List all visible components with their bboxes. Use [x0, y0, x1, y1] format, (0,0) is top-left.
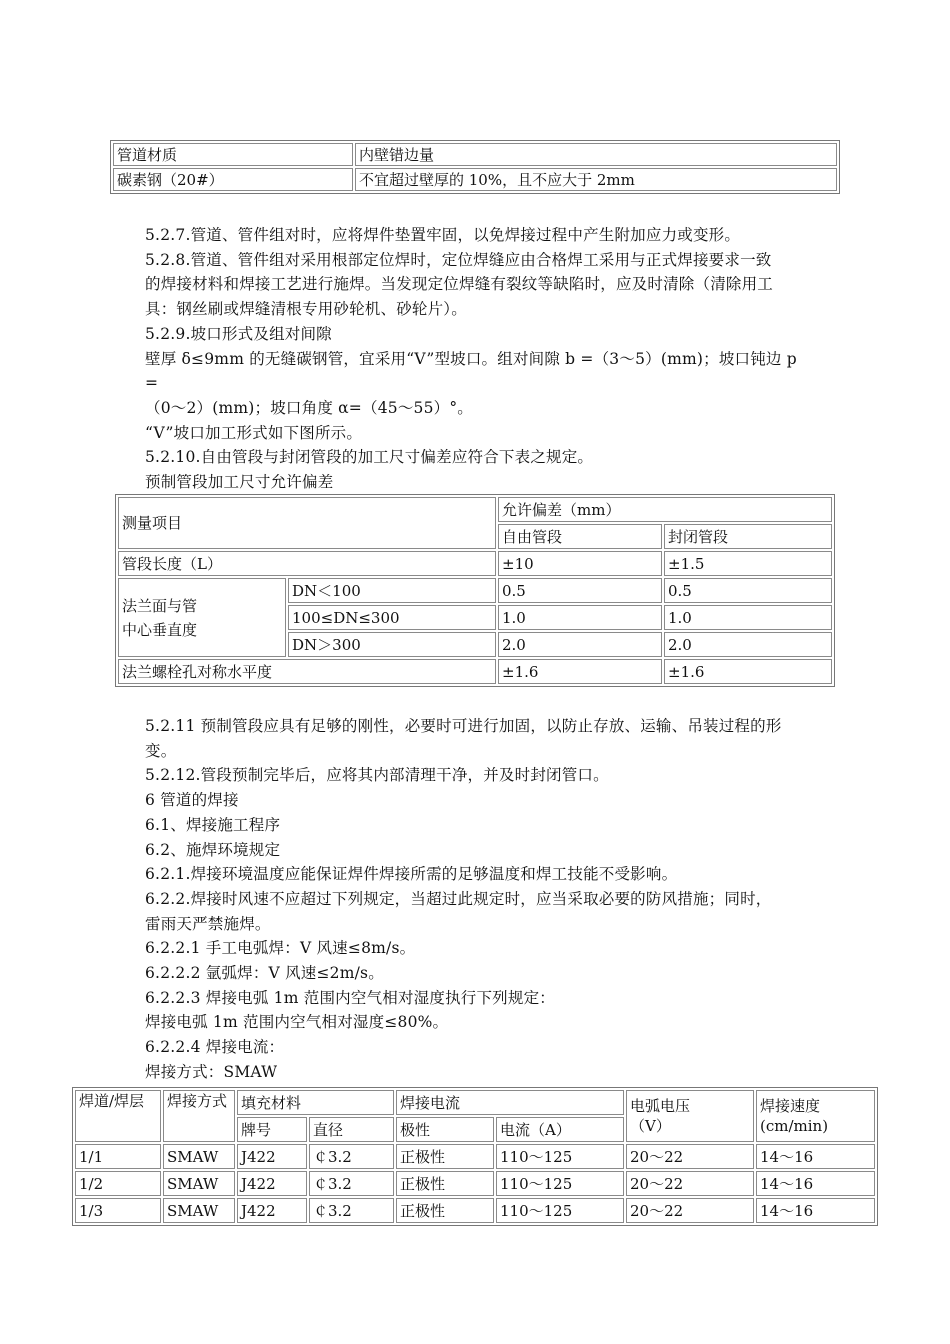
table-caption: 预制管段加工尺寸允许偏差 [145, 473, 334, 492]
paragraph-line: （0～2）(mm)；坡口角度 α=（45～55）°。 [145, 398, 473, 417]
table-cell: SMAW [163, 1144, 235, 1169]
misalignment-table [110, 140, 840, 194]
table-header-row [75, 1090, 875, 1115]
paragraph-line: 焊接电弧 1m 范围内空气相对湿度≤80%。 [145, 1013, 449, 1032]
paragraph-line: 5.2.10.自由管段与封闭管段的加工尺寸偏差应符合下表之规定。 [145, 448, 594, 467]
header-cell: 允许偏差（mm） [498, 497, 832, 522]
header-cell: 内壁错边量 [355, 143, 837, 166]
paragraph-line: 的焊接材料和焊接工艺进行施焊。当发现定位焊缝有裂纹等缺陷时，应及时清除（清除用工 [145, 275, 774, 294]
table-cell: 1/3 [75, 1198, 161, 1223]
table-cell: DN＞300 [288, 632, 496, 657]
cell-line: 法兰面与管 [122, 596, 198, 615]
table-row [118, 578, 832, 603]
paragraph-line: 5.2.9.坡口形式及组对间隙 [145, 324, 332, 343]
header-cell: 封闭管段 [664, 524, 832, 549]
header-cell: 直径 [309, 1117, 394, 1142]
paragraph-line: 6.2.2.3 焊接电弧 1m 范围内空气相对湿度执行下列规定： [145, 988, 555, 1007]
table-cell: J422 [237, 1171, 307, 1196]
paragraph-line: 具：钢丝刷或焊缝清根专用砂轮机、砂轮片）。 [145, 300, 467, 319]
table-cell: 20～22 [626, 1171, 754, 1196]
table-cell: 正极性 [396, 1144, 494, 1169]
table-cell: 2.0 [664, 632, 832, 657]
table-cell: ±1.6 [664, 659, 832, 684]
table-cell: ￠3.2 [309, 1198, 394, 1223]
tolerance-table [115, 494, 835, 687]
table-cell: SMAW [163, 1198, 235, 1223]
table-cell: 14～16 [756, 1144, 875, 1169]
header-cell: 焊道/焊层 [75, 1090, 161, 1142]
table-cell: 碳素钢（20#） [113, 168, 353, 191]
table-cell: 0.5 [498, 578, 662, 603]
paragraph-line: 6.2.2.焊接时风速不应超过下列规定，当超过此规定时，应当采取必要的防风措施；同时， [145, 889, 772, 908]
table-cell [118, 578, 286, 657]
paragraph-line: 6.2.2.1 手工电弧焊：V 风速≤8m/s。 [145, 939, 416, 958]
cell-line: （V） [630, 1117, 671, 1135]
table-cell: J422 [237, 1144, 307, 1169]
cell-line: 焊接速度 [760, 1097, 821, 1115]
cell-line: (cm/min) [760, 1117, 829, 1135]
section-6-text [145, 714, 810, 1085]
table-row [118, 551, 832, 576]
header-cell: 电流（A） [496, 1117, 624, 1142]
paragraph-line: 5.2.8.管道、管件组对采用根部定位焊时，定位焊缝应由合格焊工采用与正式焊接要求一致 [145, 250, 772, 269]
table-row [113, 168, 837, 191]
paragraph-line: 5.2.7.管道、管件组对时，应将焊件垫置牢固，以免焊接过程中产生附加应力或变形。 [145, 226, 741, 244]
table-header-row [113, 143, 837, 166]
paragraph-line: 5.2.11 预制管段应具有足够的刚性，必要时可进行加固，以防止存放、运输、吊装过程的形 [145, 717, 782, 735]
paragraph-line: “V”坡口加工形式如下图所示。 [145, 423, 363, 442]
table-cell: 100≤DN≤300 [288, 605, 496, 630]
cell-line: 电弧电压 [630, 1097, 691, 1115]
table-cell: 20～22 [626, 1198, 754, 1223]
paragraph-line: 壁厚 δ≤9mm 的无缝碳钢管，宜采用“V”型坡口。组对间隙 b =（3～5）(mm)；坡口钝边 p = [145, 349, 797, 393]
cell-line: 中心垂直度 [122, 620, 198, 639]
table-row [75, 1144, 875, 1169]
paragraph-line: 6.2.2.2 氩弧焊：V 风速≤2m/s。 [145, 964, 384, 983]
table-cell: ￠3.2 [309, 1171, 394, 1196]
table-cell: 20～22 [626, 1144, 754, 1169]
table-cell: 1.0 [664, 605, 832, 630]
table-cell: 14～16 [756, 1198, 875, 1223]
table-cell: ±1.5 [664, 551, 832, 576]
table-cell: 110～125 [496, 1198, 624, 1223]
table-cell: 法兰螺栓孔对称水平度 [118, 659, 496, 684]
paragraph-line: 焊接方式：SMAW [145, 1062, 278, 1081]
table-header-row [118, 497, 832, 522]
paragraph-line: 6.2.2.4 焊接电流： [145, 1038, 285, 1057]
table-cell: 1/1 [75, 1144, 161, 1169]
table-cell: 正极性 [396, 1171, 494, 1196]
table-cell: 110～125 [496, 1144, 624, 1169]
header-cell: 极性 [396, 1117, 494, 1142]
header-cell: 测量项目 [118, 497, 496, 549]
table-cell: ±1.6 [498, 659, 662, 684]
paragraph-line: 变。 [145, 741, 177, 760]
table-cell: DN＜100 [288, 578, 496, 603]
table-cell: 2.0 [498, 632, 662, 657]
header-cell: 填充材料 [237, 1090, 394, 1115]
header-cell: 焊接方式 [163, 1090, 235, 1142]
header-cell [756, 1090, 875, 1142]
paragraph-line: 6.1、焊接施工程序 [145, 815, 281, 834]
header-cell: 焊接电流 [396, 1090, 624, 1115]
table-cell: 14～16 [756, 1171, 875, 1196]
table-cell: J422 [237, 1198, 307, 1223]
header-cell [626, 1090, 754, 1142]
table-row [75, 1171, 875, 1196]
paragraph-line: 雷雨天严禁施焊。 [145, 914, 271, 933]
paragraph-line: 6.2、施焊环境规定 [145, 840, 281, 859]
header-cell: 自由管段 [498, 524, 662, 549]
section-heading: 6 管道的焊接 [145, 791, 239, 810]
table-cell: ￠3.2 [309, 1144, 394, 1169]
table-row [75, 1198, 875, 1223]
table-cell: SMAW [163, 1171, 235, 1196]
table-cell: 110～125 [496, 1171, 624, 1196]
table-cell: 1.0 [498, 605, 662, 630]
table-cell: 不宜超过壁厚的 10%，且不应大于 2mm [355, 168, 837, 191]
table-cell: 正极性 [396, 1198, 494, 1223]
header-cell: 牌号 [237, 1117, 307, 1142]
table-cell: ±10 [498, 551, 662, 576]
paragraph-line: 6.2.1.焊接环境温度应能保证焊件焊接所需的足够温度和焊工技能不受影响。 [145, 865, 678, 884]
section-5-2-text [145, 223, 810, 495]
table-cell: 1/2 [75, 1171, 161, 1196]
paragraph-line: 5.2.12.管段预制完毕后，应将其内部清理干净，并及时封闭管口。 [145, 766, 609, 785]
table-cell: 0.5 [664, 578, 832, 603]
table-cell: 管段长度（L） [118, 551, 496, 576]
welding-parameters-table [72, 1087, 878, 1226]
header-cell: 管道材质 [113, 143, 353, 166]
table-row [118, 659, 832, 684]
